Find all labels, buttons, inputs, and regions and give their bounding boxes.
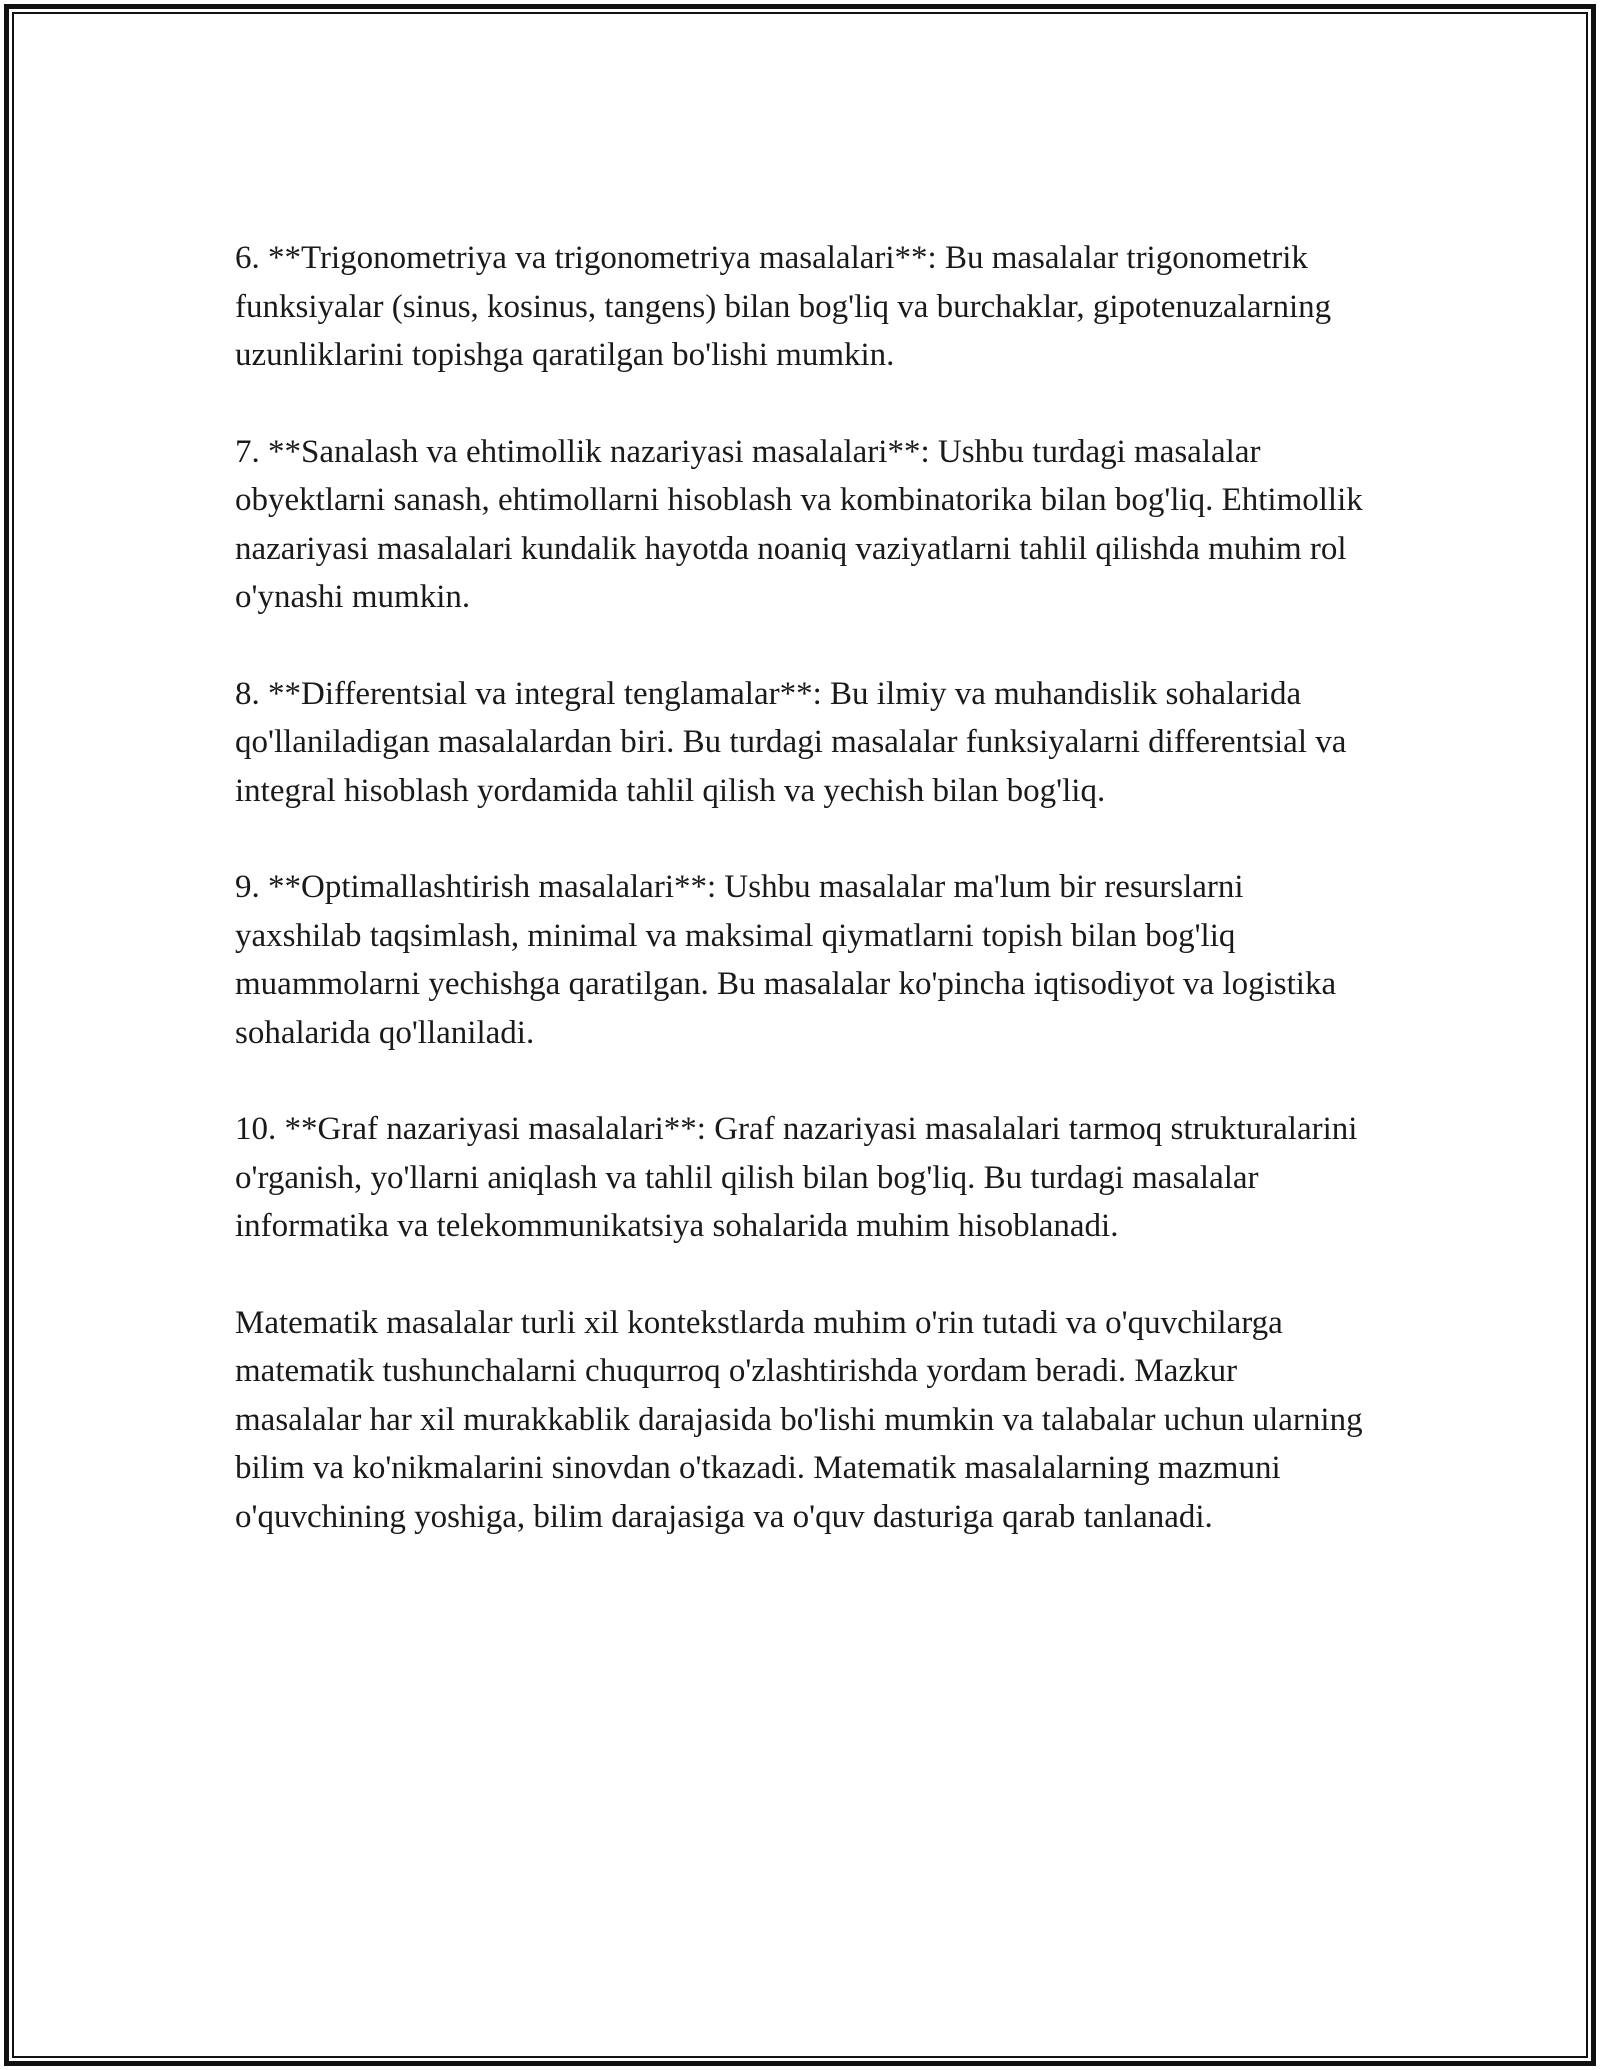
paragraph-item-7: 7. **Sanalash va ehtimollik nazariyasi masalalari**: Ushbu turdagi masalalar obyektlarni sanash, ehtimollarni hisoblash va kombinatorika bilan bog'liq. Ehtimollik nazariyasi masalalari kundalik hayotda noaniq vaziyatlarni tahlil qilishda muhim rol o'ynashi mumkin. (235, 433, 1363, 615)
paragraph-item-8: 8. **Differentsial va integral tenglamalar**: Bu ilmiy va muhandislik sohalarida qo'llaniladigan masalalardan biri. Bu turdagi masalalar funksiyalarni differentsial va integral hisoblash yordamida tahlil qilish va yechish bilan bog'liq. (235, 675, 1347, 809)
document-body (235, 234, 1365, 1589)
paragraph-item-6: 6. **Trigonometriya va trigonometriya masalalari**: Bu masalalar trigonometrik funksiyalar (sinus, kosinus, tangens) bilan bog'liq va burchaklar, gipotenuzalarning uzunliklarini topishga qaratilgan bo'lishi mumkin. (235, 240, 1332, 373)
paragraph-item-10: 10. **Graf nazariyasi masalalari**: Graf nazariyasi masalalari tarmoq strukturalarini o'rganish, yo'llarni aniqlash va tahlil qilish bilan bog'liq. Bu turdagi masalalar informatika va telekommunikatsiya sohalarida muhim hisoblanadi. (235, 1111, 1358, 1244)
paragraph-conclusion: Matematik masalalar turli xil kontekstlarda muhim o'rin tutadi va o'quvchilarga matematik tushunchalarni chuqurroq o'zlashtirishda yordam beradi. Mazkur masalalar har xil murakkablik darajasida bo'lishi mumkin va talabalar uchun ularning bilim va ko'nikmalarini sinovdan o'tkazadi. Matematik masalalarning mazmuni o'quvchining yoshiga, bilim darajasiga va o'quv dasturiga qarab tanlanadi. (235, 1304, 1363, 1535)
paragraph-item-9: 9. **Optimallashtirish masalalari**: Ushbu masalalar ma'lum bir resurslarni yaxshilab taqsimlash, minimal va maksimal qiymatlarni topish bilan bog'liq muammolarni yechishga qaratilgan. Bu masalalar ko'pincha iqtisodiyot va logistika sohalarida qo'llaniladi. (235, 869, 1337, 1051)
